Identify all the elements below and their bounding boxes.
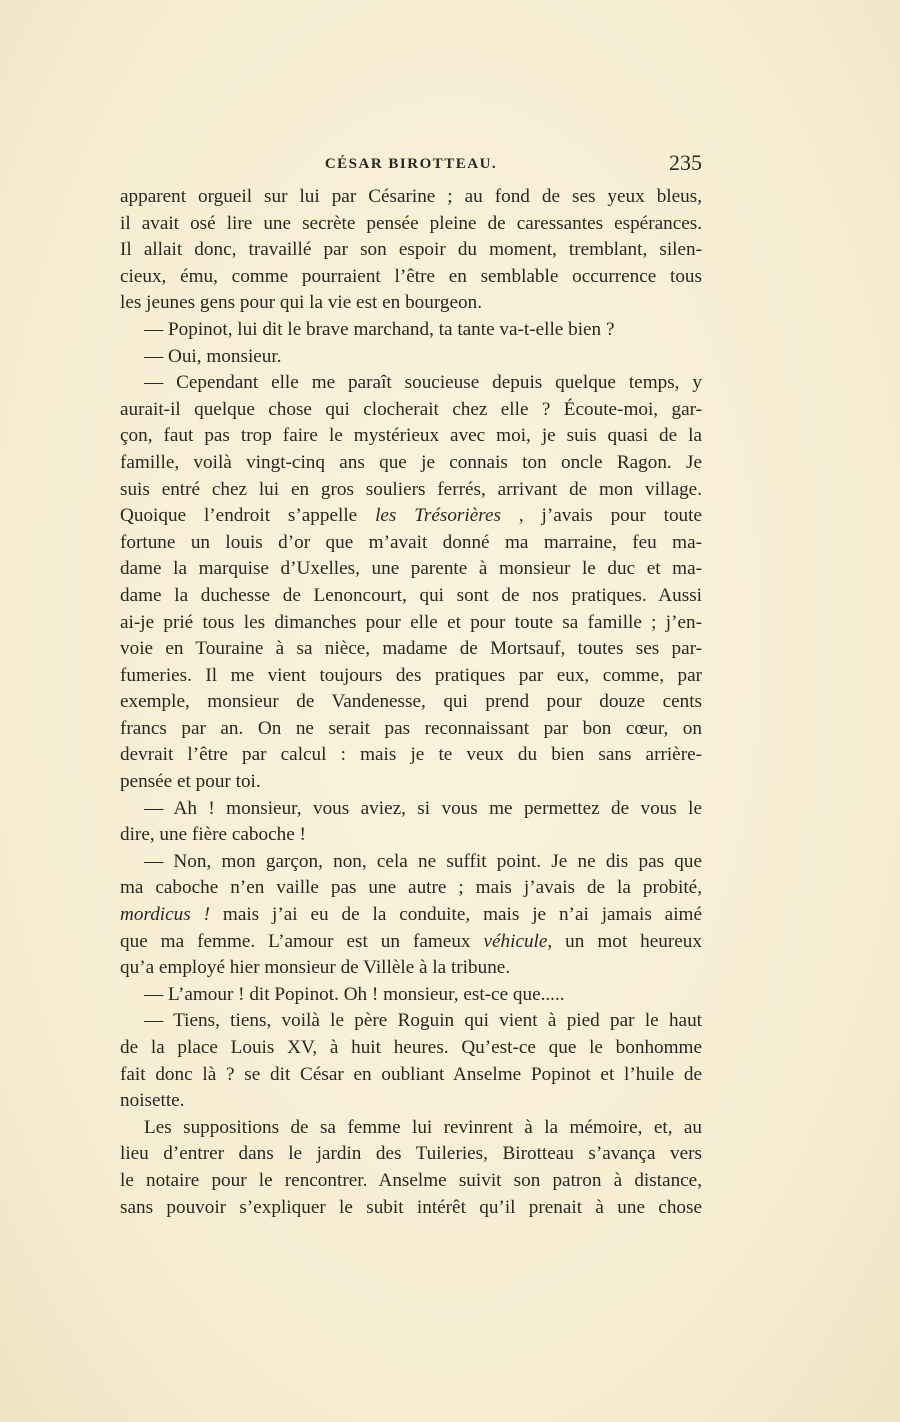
- text-segment: devrait l’être par calcul : mais je te veux du bien sans arrière-: [120, 744, 702, 766]
- text-segment: — Popinot, lui dit le brave marchand, ta tante va-t-elle bien ?: [144, 318, 615, 340]
- text-line: [120, 344, 702, 371]
- text-line: [120, 663, 702, 690]
- text-line: [120, 237, 702, 264]
- text-segment: fait donc là ? se dit César en oubliant Anselme Popinot et l’huile de: [120, 1063, 702, 1085]
- text-line: [120, 1062, 702, 1089]
- text-line: [120, 1035, 702, 1062]
- text-line: [120, 849, 702, 876]
- text-segment: sans pouvoir s’expliquer le subit intérêt qu’il prenait à une chose: [120, 1196, 702, 1218]
- text-segment: que ma femme. L’amour est un fameux: [120, 930, 484, 952]
- text-line: [120, 769, 702, 796]
- text-line: [120, 982, 702, 1009]
- text-line: [120, 875, 702, 902]
- text-segment: les jeunes gens pour qui la vie est en bourgeon.: [120, 292, 482, 314]
- text-segment: le notaire pour le rencontrer. Anselme suivit son patron à distance,: [120, 1169, 702, 1191]
- text-line: [120, 1195, 702, 1222]
- text-segment: fortune un louis d’or que m’avait donné ma marraine, feu ma-: [120, 531, 702, 553]
- text-segment: — Tiens, tiens, voilà le père Roguin qui vient à pied par le haut: [144, 1010, 702, 1032]
- text-segment: — Ah ! monsieur, vous aviez, si vous me permettez de vous le: [144, 797, 702, 819]
- text-segment: dame la duchesse de Lenoncourt, qui sont de nos pratiques. Aussi: [120, 584, 702, 606]
- page-header: [120, 150, 702, 176]
- text-segment: francs par an. On ne serait pas reconnaissant par bon cœur, on: [120, 717, 702, 739]
- text-line: [120, 929, 702, 956]
- text-line: [120, 370, 702, 397]
- text-segment: ma caboche n’en vaille pas une autre ; mais j’avais de la probité,: [120, 877, 702, 899]
- text-segment: çon, faut pas trop faire le mystérieux avec moi, je suis quasi de la: [120, 425, 702, 447]
- text-segment: Quoique l’endroit s’appelle: [120, 505, 376, 527]
- text-segment: voie en Touraine à sa nièce, madame de Mortsauf, toutes ses par-: [120, 638, 702, 660]
- text-segment: Les suppositions de sa femme lui revinrent à la mémoire, et, au: [144, 1116, 702, 1138]
- text-line: [120, 503, 702, 530]
- text-line: [120, 530, 702, 557]
- text-segment: noisette.: [120, 1090, 185, 1112]
- text-line: [120, 610, 702, 637]
- text-line: [120, 716, 702, 743]
- page-number: 235: [669, 150, 702, 175]
- text-segment: exemple, monsieur de Vandenesse, qui prend pour douze cents: [120, 691, 702, 713]
- text-line: [120, 822, 702, 849]
- text-line: [120, 742, 702, 769]
- italic-text: véhicule: [483, 930, 548, 952]
- text-line: [120, 290, 702, 317]
- italic-text: mordicus !: [120, 904, 210, 926]
- text-segment: de la place Louis XV, à huit heures. Qu’est-ce que le bonhomme: [120, 1037, 702, 1058]
- text-line: [120, 636, 702, 663]
- text-segment: suis entré chez lui en gros souliers ferrés, arrivant de mon village.: [120, 478, 702, 500]
- text-line: [120, 583, 702, 610]
- text-line: [120, 955, 702, 982]
- text-line: [120, 211, 702, 238]
- italic-text: les Trésorières: [375, 505, 501, 527]
- text-line: [120, 1115, 702, 1142]
- text-segment: famille, voilà vingt-cinq ans que je connais ton oncle Ragon. Je: [120, 451, 702, 473]
- running-title: CÉSAR BIROTTEAU.: [324, 156, 498, 172]
- text-segment: dire, une fière caboche !: [120, 824, 306, 846]
- text-line: [120, 1141, 702, 1168]
- body-text: [120, 184, 702, 1221]
- text-segment: dame la marquise d’Uxelles, une parente à monsieur le duc et ma-: [120, 558, 702, 580]
- text-line: [120, 689, 702, 716]
- text-line: [120, 317, 702, 344]
- text-segment: — Non, mon garçon, non, cela ne suffit point. Je ne dis pas que: [144, 850, 702, 872]
- text-segment: ai-je prié tous les dimanches pour elle et pour toute sa famille ; j’en-: [120, 611, 702, 633]
- text-segment: fumeries. Il me vient toujours des pratiques par eux, comme, par: [120, 664, 702, 686]
- text-segment: Il allait donc, travaillé par son espoir du moment, tremblant, silen-: [120, 239, 702, 261]
- text-line: [120, 477, 702, 504]
- text-line: [120, 184, 702, 211]
- text-segment: qu’a employé hier monsieur de Villèle à la tribune.: [120, 957, 511, 979]
- text-segment: — Cependant elle me paraît soucieuse depuis quelque temps, y: [144, 372, 702, 394]
- text-segment: , j’avais pour toute: [500, 505, 703, 527]
- text-segment: — L’amour ! dit Popinot. Oh ! monsieur, est-ce que.....: [144, 983, 565, 1005]
- text-segment: pensée et pour toi.: [120, 771, 261, 793]
- text-segment: cieux, ému, comme pourraient l’être en semblable occurrence tous: [120, 265, 702, 287]
- text-line: [120, 423, 702, 450]
- text-segment: lieu d’entrer dans le jardin des Tuileries, Birotteau s’avança vers: [120, 1143, 702, 1165]
- text-line: [120, 450, 702, 477]
- text-line: [120, 1168, 702, 1195]
- text-line: [120, 796, 702, 823]
- text-segment: il avait osé lire une secrète pensée pleine de caressantes espérances.: [120, 212, 702, 234]
- text-line: [120, 264, 702, 291]
- text-segment: — Oui, monsieur.: [144, 345, 282, 367]
- text-line: [120, 1088, 702, 1115]
- text-line: [120, 397, 702, 424]
- text-line: [120, 556, 702, 583]
- text-segment: mais j’ai eu de la conduite, mais je n’ai jamais aimé: [210, 904, 702, 926]
- text-segment: , un mot heureux: [547, 930, 702, 952]
- text-segment: apparent orgueil sur lui par Césarine ; au fond de ses yeux bleus,: [120, 186, 702, 207]
- text-line: [120, 1008, 702, 1035]
- text-line: [120, 902, 702, 929]
- text-segment: aurait-il quelque chose qui clocherait chez elle ? Écoute-moi, gar-: [120, 398, 702, 420]
